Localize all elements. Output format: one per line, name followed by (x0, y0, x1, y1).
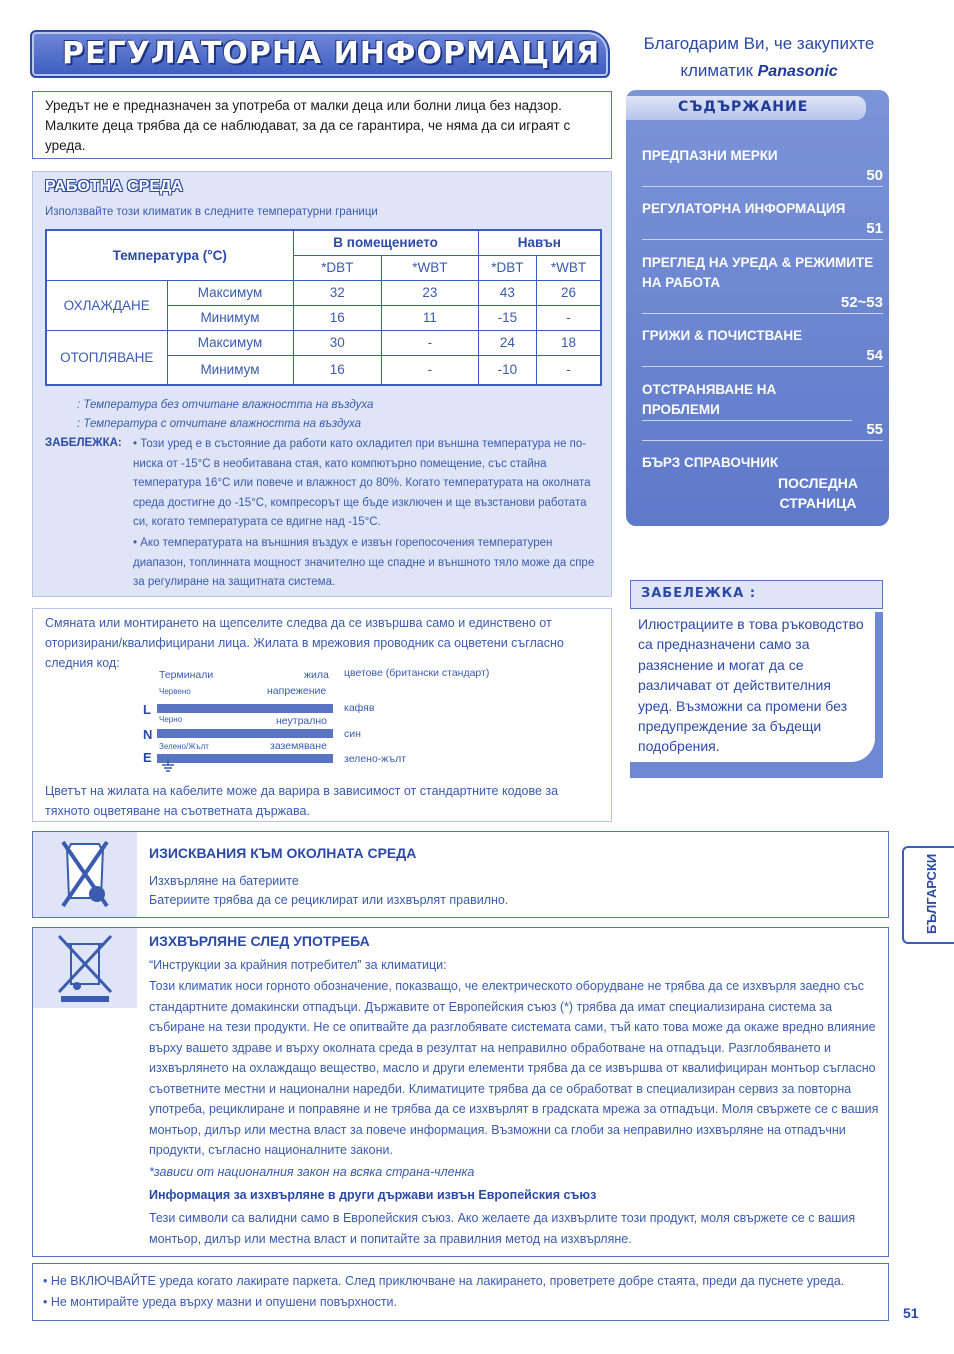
thanks-product: климатик (680, 61, 753, 80)
table-cell: 16 (293, 355, 382, 385)
black-label: Черно (159, 715, 183, 724)
toc-item-regulatory[interactable] (642, 199, 883, 240)
cooling-label: ОХЛАЖДАНЕ (46, 280, 167, 330)
toc-label: ГРИЖИ & ПОЧИСТВАНЕ (642, 328, 803, 343)
toc-label: БЪРЗ СПРАВОЧНИК (642, 455, 779, 470)
note-label: ЗАБЕЛЕЖКА: (45, 437, 122, 449)
note-panel (630, 612, 883, 778)
child-warning: Уредът не е предназначен за употреба от малки деца или болни лица без надзор. Малките деца трябва да се наблюдават, за да се гарантира, че няма да си играят с уреда. (32, 91, 612, 159)
outdoor-header: Навън (478, 230, 601, 255)
max-label: Максимум (167, 280, 293, 305)
terminal-n: N (143, 727, 153, 742)
page-number: 51 (903, 1305, 919, 1321)
table-cell: 23 (382, 280, 479, 305)
terminal-l: L (143, 702, 151, 717)
green-yellow-color: зелено-жълт (344, 753, 407, 765)
toc-label: ОТСТРАНЯВАНЕ НА ПРОБЛЕМИ (642, 382, 777, 417)
table-cell: 16 (293, 305, 382, 330)
wiring-intro: Смяната или монтирането на щепселите следва да се извършва само и единствено от оторизирани/квалифицирани лица. Жилата в мрежовия проводник са оцветени съгласно следния код: (45, 616, 564, 670)
neutral-label: неутрално (276, 715, 328, 727)
icon-column (33, 832, 137, 917)
toc-item-troubleshooting[interactable] (642, 380, 852, 421)
toc-label: РЕГУЛАТОРНА ИНФОРМАЦИЯ (642, 201, 846, 216)
table-cell: 11 (382, 305, 479, 330)
toc-label: ПРЕДПАЗНИ МЕРКИ (642, 148, 778, 163)
language-tab-label: БЪЛГАРСКИ (924, 853, 939, 934)
brown-label: кафяв (344, 702, 375, 714)
section-title: РАБОТНА СРЕДА (45, 178, 183, 195)
note-item: • Този уред е в състояние да работи като охладител при външна температура не по-ниска от -15°C в необитавана стая, като компютърно помещение, със стайна температура 16°C или повече и влажност до 80%. Когато температурата на околната среда достигне до -15°C, компресорът ще бъде изключен и ще възстанови работата си, когато температурата се вдигне над -15°C. (133, 438, 591, 528)
operating-environment-section (32, 171, 612, 597)
table-cell: 26 (537, 280, 601, 305)
note-header (630, 580, 883, 609)
earth-label: заземяване (270, 740, 327, 752)
terminal-e: E (143, 750, 152, 765)
brand-logo: Panasonic (757, 63, 838, 80)
weee-bin-icon (33, 928, 137, 1008)
thanks-text (618, 30, 900, 85)
green-yellow-label: Зелено/Жълт (159, 742, 209, 751)
section-title: ИЗХВЪРЛЯНЕ СЛЕД УПОТРЕБА (149, 933, 370, 949)
toc-item-troubleshooting-page[interactable] (642, 420, 883, 441)
table-cell: - (382, 330, 479, 355)
disposal-intro: “Инструкции за крайния потребител” за климатици: (149, 958, 447, 972)
table-cell: -10 (478, 355, 536, 385)
title-banner (30, 30, 610, 78)
page-title: РЕГУЛАТОРНА ИНФОРМАЦИЯ (62, 36, 601, 71)
warning-item: • Не ВКЛЮЧВАЙТЕ уреда когато лакирате паркета. След приключване на лакирането, проветрете добре стаята, преди да пуснете уреда. (43, 1274, 845, 1288)
dbt-header: *DBT (293, 255, 382, 280)
language-tab[interactable] (902, 846, 954, 944)
table-cell: 32 (293, 280, 382, 305)
col-terminals: Терминали (159, 669, 214, 681)
thanks-line-1: Благодарим Ви, че закупихте (643, 34, 875, 53)
neutral-wire-bar (157, 729, 333, 738)
thanks-line-2 (618, 57, 900, 85)
battery-recycle-text: Батериите трябва да се рециклират или изхвърлят правилно. (149, 893, 509, 907)
max-label: Максимум (167, 330, 293, 355)
warning-item: • Не монтирайте уреда върху мазни и опушени повърхности. (43, 1295, 397, 1309)
toc-item-care[interactable] (642, 326, 883, 367)
dbt-header: *DBT (478, 255, 536, 280)
toc-page: ПОСЛЕДНА СТРАНИЦА (777, 475, 859, 511)
disposal-body: Този климатик носи горното обозначение, показващо, че електрическото оборудване не трябва да се изхвърля заедно със стандартните домакински отпадъци. Държавите от Европейския съюз (*) трябва да имат специализирана система за събиране на тези продукти. Не се опитвайте да разглобявате системата сами, тъй като това може да окаже вредно влияние върху вашето здраве и върху околната среда в резултат на неправилно обработване на отпадъци. Разглобяването и изхвърлянето на охлаждащо вещество, масло и други елементи трябва да се извършва от квалифициран монтьор съгласно съответните местни и национални наредби. Климатиците трябва да се обработват в специализиран сервиз за повторна употреба, рециклиране и поправяне и не трябва да се изхвърлят в градската мрежа за отпадъци. Моля свържете се с вашия монтьор, дилър или местна власт за повече информация. Възможни са глоби за неправилно изхвърляне на отпадъчни продукти, съгласно националните закони. (149, 979, 879, 1157)
toc-page: 52~53 (840, 294, 883, 311)
disposal-section (32, 927, 889, 1257)
wiring-section (32, 608, 612, 822)
toc-page: 51 (866, 220, 883, 237)
temperature-table (45, 229, 602, 386)
table-cell: - (537, 305, 601, 330)
battery-disposal-text: Изхвърляне на батериите (149, 874, 299, 888)
temp-header: Температура (°C) (46, 230, 293, 280)
table-cell: - (382, 355, 479, 385)
toc-page: 54 (866, 347, 883, 364)
toc-item-quick-guide[interactable] (642, 453, 883, 513)
wiring-footer: Цветът на жилата на кабелите може да варира в зависимост от стандартните кодове за тяхното оцветяване на съответната държава. (45, 784, 559, 818)
outside-eu-title: Информация за изхвърляне в други държави извън Европейския съюз (149, 1188, 597, 1202)
col-wire: жила (304, 669, 329, 681)
min-label: Минимум (167, 355, 293, 385)
earth-wire-bar (157, 754, 333, 763)
red-label: Червено (159, 687, 191, 696)
bottom-warnings (32, 1263, 889, 1321)
table-cell: 18 (537, 330, 601, 355)
icon-column (33, 928, 137, 1008)
table-cell: - (537, 355, 601, 385)
disposal-footnote: *зависи от националния закон на всяка страна-членка (149, 1165, 475, 1179)
legend-wbt: : Температура с отчитане влажността на въздуха (77, 418, 362, 430)
note-title: ЗАБЕЛЕЖКА : (641, 586, 757, 601)
section-title: ИЗИСКВАНИЯ КЪМ ОКОЛНАТА СРЕДА (149, 845, 417, 861)
contents-panel (626, 90, 889, 526)
blue-label: син (344, 728, 361, 740)
toc-item-precautions[interactable] (642, 146, 883, 187)
battery-disposal-icon (33, 832, 137, 917)
section-subtitle: Използвайте този климатик в следните температурни граници (45, 206, 378, 218)
contents-title: СЪДЪРЖАНИЕ (678, 99, 809, 115)
table-cell: 30 (293, 330, 382, 355)
toc-page: 55 (866, 421, 883, 438)
note-item: • Ако температурата на външния въздух е извън горепосочения температурен диапазон, топлинната мощност значително ще спадне и външното тяло може да спре за регулиране на защитната система. (133, 537, 595, 588)
heating-label: ОТОПЛЯВАНЕ (46, 330, 167, 385)
outside-eu-body: Тези символи са валидни само в Европейския съюз. Ако желаете да изхвърлите този продукт, моля свържете се с вашия монтьор, дилър или местна власт и попитайте за правилния метод на изхвърляне. (149, 1211, 856, 1246)
toc-page: 50 (866, 167, 883, 184)
table-cell: 24 (478, 330, 536, 355)
ground-icon (161, 759, 175, 773)
min-label: Минимум (167, 305, 293, 330)
indoor-header: В помещението (293, 230, 478, 255)
note-text: Илюстрациите в това ръководство са предназначени само за разяснение и могат да се различават от действителния уред. Възможни са промени без предупреждение за бъдещи подобрения. (630, 612, 875, 762)
wbt-header: *WBT (537, 255, 601, 280)
environmental-requirements-section (32, 831, 889, 918)
toc-label: ПРЕГЛЕД НА УРЕДА & РЕЖИМИТЕ НА РАБОТА (642, 255, 874, 290)
live-wire-bar (157, 704, 333, 713)
legend-dbt: : Температура без отчитане влажността на въздуха (77, 399, 374, 411)
wbt-header: *WBT (382, 255, 479, 280)
table-legend (77, 396, 373, 434)
table-cell: 43 (478, 280, 536, 305)
col-colors: цветове (британски стандарт) (344, 667, 490, 679)
live-label: напрежение (267, 685, 327, 697)
table-cell: -15 (478, 305, 536, 330)
toc-item-overview[interactable] (642, 253, 883, 314)
